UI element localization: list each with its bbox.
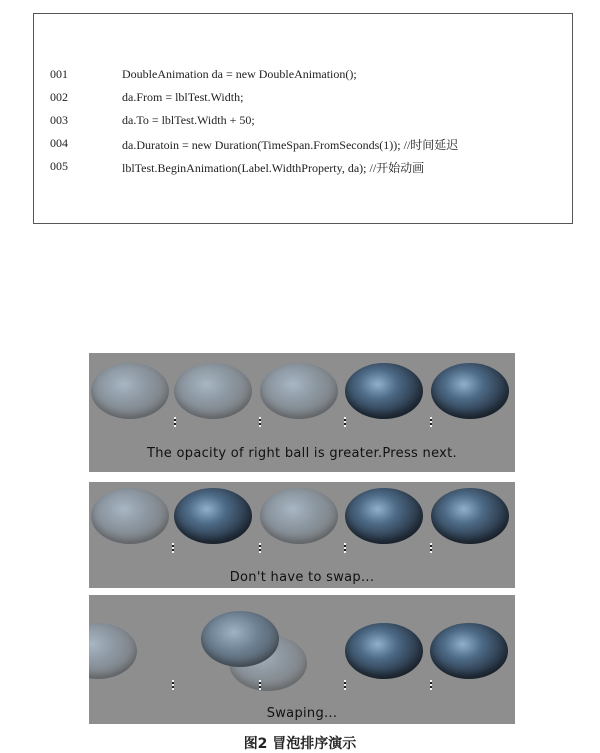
ball xyxy=(89,623,137,679)
line-number: 005 xyxy=(50,159,68,173)
value-marker xyxy=(172,543,174,553)
ball xyxy=(91,363,169,419)
code-text: da.Duratoin = new Duration(TimeSpan.FromSeconds(1)); //时间延迟 xyxy=(122,138,459,152)
value-marker xyxy=(344,680,346,690)
code-listing xyxy=(33,13,573,224)
figure-caption: 图2 冒泡排序演示 xyxy=(243,736,357,752)
ball xyxy=(345,488,423,544)
line-number: 004 xyxy=(50,136,68,150)
ball xyxy=(431,363,509,419)
status-message: Don't have to swap... xyxy=(229,570,375,585)
value-marker xyxy=(344,543,346,553)
code-text: DoubleAnimation da = new DoubleAnimation(); xyxy=(122,67,357,81)
ball xyxy=(174,488,252,544)
ball xyxy=(345,363,423,419)
value-marker xyxy=(430,417,432,427)
ball xyxy=(201,611,279,667)
ball xyxy=(431,488,509,544)
ball xyxy=(260,363,338,419)
value-marker xyxy=(344,417,346,427)
status-message: Swaping... xyxy=(266,706,338,721)
value-marker xyxy=(259,417,261,427)
demo-panel-swapping xyxy=(89,595,515,724)
line-number: 003 xyxy=(50,113,68,127)
value-marker xyxy=(430,680,432,690)
ball xyxy=(345,623,423,679)
demo-panel-no-swap xyxy=(89,482,515,588)
ball xyxy=(260,488,338,544)
demo-panel-compare xyxy=(89,353,515,472)
value-marker xyxy=(259,680,261,690)
line-number: 002 xyxy=(50,90,68,104)
code-text: da.From = lblTest.Width; xyxy=(122,90,244,104)
line-number: 001 xyxy=(50,67,68,81)
value-marker xyxy=(430,543,432,553)
code-text: lblTest.BeginAnimation(Label.WidthProperty, da); //开始动画 xyxy=(122,161,425,175)
value-marker xyxy=(172,680,174,690)
status-message: The opacity of right ball is greater.Press next. xyxy=(147,446,457,461)
ball xyxy=(91,488,169,544)
ball xyxy=(430,623,508,679)
ball xyxy=(174,363,252,419)
code-text: da.To = lblTest.Width + 50; xyxy=(122,113,255,127)
value-marker xyxy=(174,417,176,427)
value-marker xyxy=(259,543,261,553)
